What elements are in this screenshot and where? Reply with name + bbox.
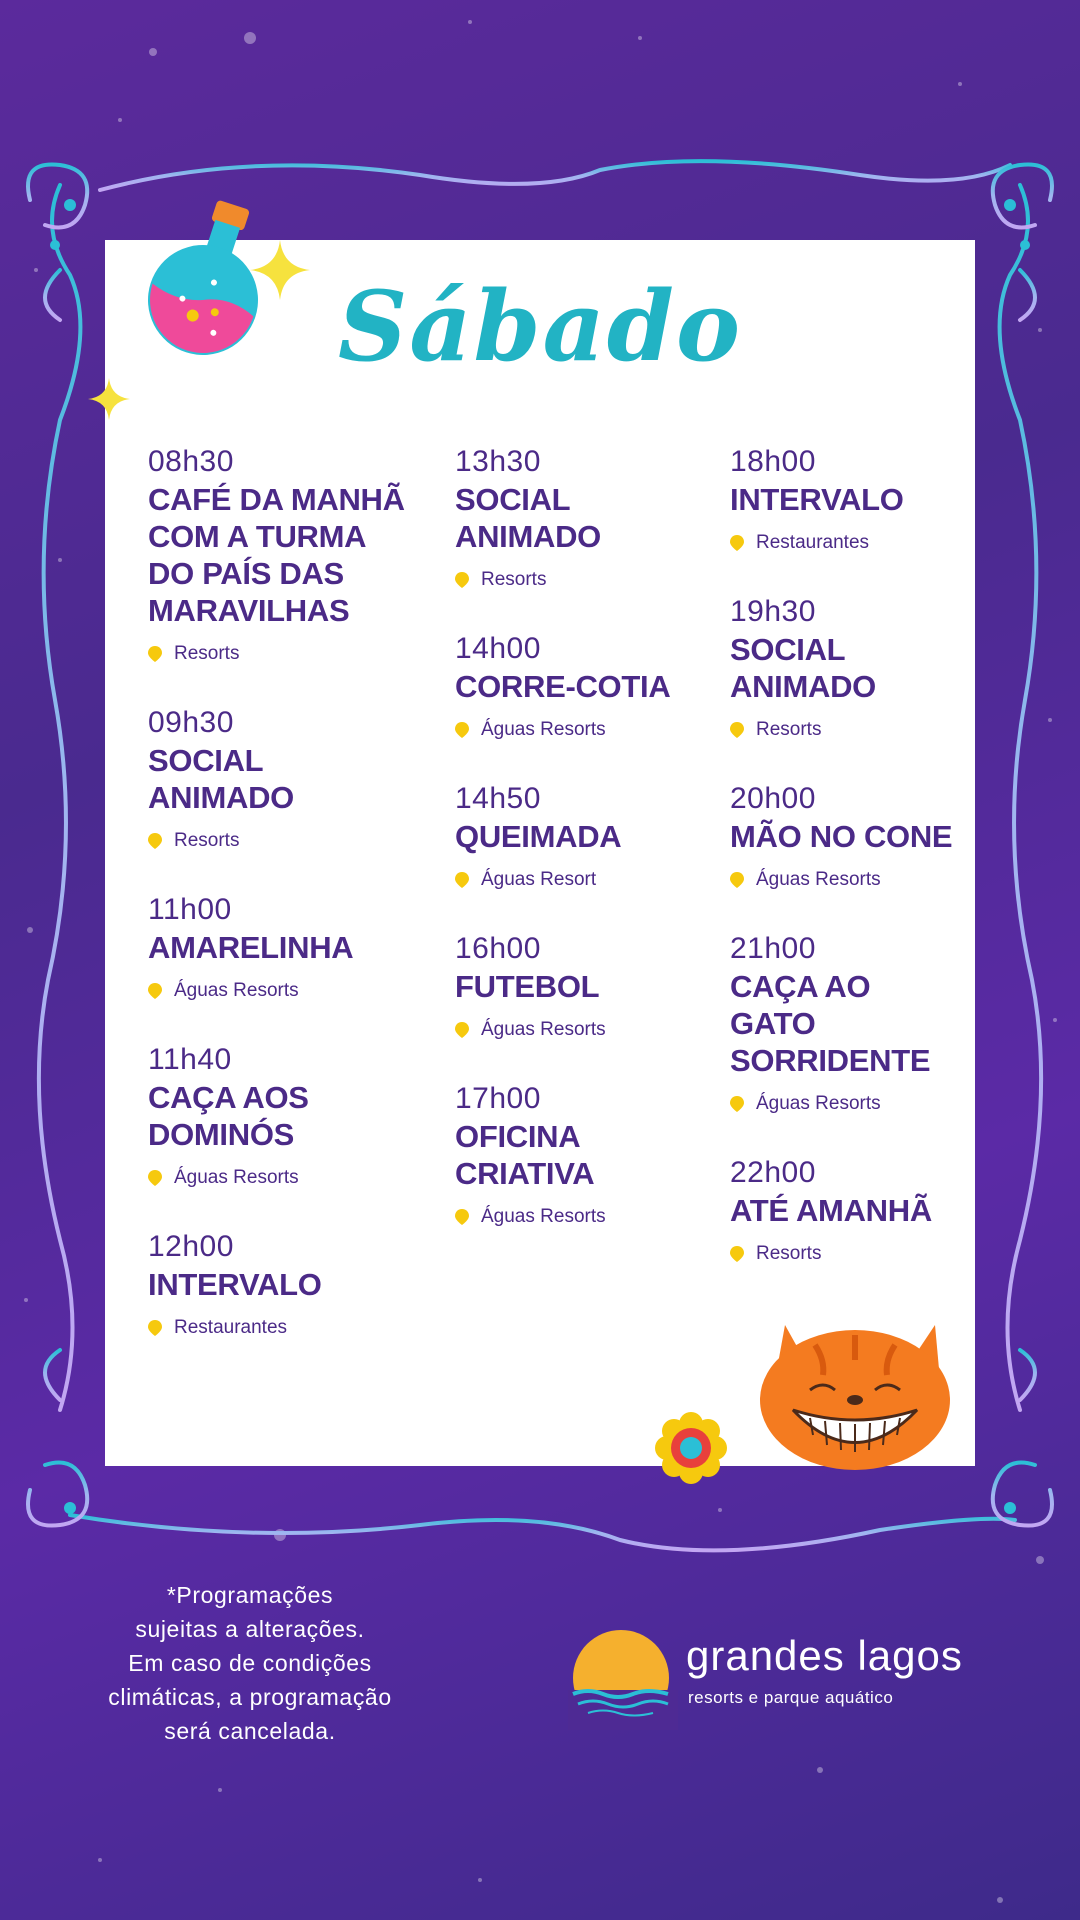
event-name xyxy=(455,1118,695,1192)
event-location-label: Restaurantes xyxy=(174,1317,288,1338)
event-location-label: Restaurantes xyxy=(756,532,870,553)
schedule-event xyxy=(730,782,960,891)
event-time: 12h00 xyxy=(148,1230,234,1263)
event-location xyxy=(730,1243,960,1265)
event-location-label: Resorts xyxy=(481,569,547,590)
event-location-label: Águas Resorts xyxy=(174,980,299,1001)
schedule-event xyxy=(148,1230,418,1339)
schedule-panel xyxy=(105,240,975,1466)
event-location xyxy=(455,1206,695,1228)
event-location xyxy=(148,643,418,665)
event-name-line: SORRIDENTE xyxy=(730,1043,931,1078)
schedule-event xyxy=(730,595,960,741)
event-name-line: SOCIAL xyxy=(455,482,571,517)
event-name-line: OFICINA xyxy=(455,1119,581,1154)
event-name-line: CAÇA AOS xyxy=(148,1080,309,1115)
event-name xyxy=(148,1079,418,1153)
schedule-event xyxy=(455,782,695,891)
event-name-line: INTERVALO xyxy=(148,1267,322,1302)
disclaimer-note xyxy=(70,1578,430,1748)
event-name-line: CAÇA AO GATO xyxy=(730,969,871,1041)
location-pin-icon xyxy=(148,1170,162,1186)
event-name-line: AMARELINHA xyxy=(148,930,354,965)
event-location-label: Águas Resorts xyxy=(174,1167,299,1188)
cheshire-cat-icon xyxy=(755,1300,955,1475)
schedule-event xyxy=(455,632,695,741)
schedule-event xyxy=(148,706,418,852)
event-name xyxy=(730,818,960,855)
event-name xyxy=(730,481,960,518)
event-name-line: QUEIMADA xyxy=(455,819,622,854)
note-line: *Programações xyxy=(166,1582,334,1608)
event-name-line: CAFÉ DA MANHÃ xyxy=(148,482,405,517)
grandes-lagos-logo xyxy=(568,1628,1008,1738)
schedule-column-1 xyxy=(148,445,418,1380)
event-time: 13h30 xyxy=(455,445,541,478)
event-name-line: ANIMADO xyxy=(730,669,876,704)
event-time: 22h00 xyxy=(730,1156,816,1189)
event-location xyxy=(148,1167,418,1189)
event-name xyxy=(148,929,418,966)
sparkle-star-small-icon xyxy=(88,378,130,420)
schedule-column-2 xyxy=(455,445,695,1269)
schedule-column-3 xyxy=(730,445,960,1306)
event-location-label: Resorts xyxy=(756,1243,822,1264)
event-name xyxy=(730,1192,960,1229)
event-time: 11h00 xyxy=(148,893,232,926)
event-location xyxy=(455,869,695,891)
schedule-event xyxy=(148,1043,418,1189)
event-name-line: SOCIAL xyxy=(730,632,846,667)
event-time: 14h50 xyxy=(455,782,541,815)
event-location-label: Águas Resorts xyxy=(756,1093,881,1114)
location-pin-icon xyxy=(730,1096,744,1112)
event-name xyxy=(148,1266,418,1303)
location-pin-icon xyxy=(148,833,162,849)
location-pin-icon xyxy=(455,1209,469,1225)
event-location xyxy=(730,532,960,554)
schedule-event xyxy=(730,932,960,1115)
location-pin-icon xyxy=(455,1022,469,1038)
schedule-event xyxy=(455,1082,695,1228)
event-time: 18h00 xyxy=(730,445,816,478)
event-time: 17h00 xyxy=(455,1082,541,1115)
event-location-label: Águas Resorts xyxy=(756,869,881,890)
event-location-label: Águas Resort xyxy=(481,869,597,890)
note-line: climáticas, a programação xyxy=(108,1684,392,1710)
event-name-line: DO PAÍS DAS xyxy=(148,556,344,591)
event-location xyxy=(455,1019,695,1041)
event-name-line: SOCIAL xyxy=(148,743,264,778)
location-pin-icon xyxy=(148,1320,162,1336)
sun-lake-logo-icon xyxy=(568,1630,678,1730)
potion-flask-icon xyxy=(128,200,328,400)
note-line: Em caso de condições xyxy=(128,1650,372,1676)
event-name-line: MARAVILHAS xyxy=(148,593,350,628)
location-pin-icon xyxy=(455,722,469,738)
event-name xyxy=(455,481,695,555)
event-name-line: DOMINÓS xyxy=(148,1117,295,1152)
event-name xyxy=(455,968,695,1005)
schedule-event xyxy=(455,445,695,591)
event-name-line: INTERVALO xyxy=(730,482,904,517)
event-location xyxy=(148,830,418,852)
event-name xyxy=(730,968,960,1079)
event-name-line: CORRE-COTIA xyxy=(455,669,671,704)
schedule-event xyxy=(730,1156,960,1265)
event-name-line: ATÉ AMANHÃ xyxy=(730,1193,932,1228)
event-name-line: CRIATIVA xyxy=(455,1156,595,1191)
location-pin-icon xyxy=(730,722,744,738)
event-name xyxy=(148,742,418,816)
event-location xyxy=(455,719,695,741)
event-time: 08h30 xyxy=(148,445,234,478)
event-location-label: Águas Resorts xyxy=(481,1206,606,1227)
flower-icon xyxy=(655,1412,727,1484)
schedule-event xyxy=(730,445,960,554)
event-location xyxy=(730,719,960,741)
event-location-label: Resorts xyxy=(756,719,822,740)
event-name xyxy=(455,668,695,705)
location-pin-icon xyxy=(730,1246,744,1262)
event-name-line: ANIMADO xyxy=(455,519,601,554)
event-time: 16h00 xyxy=(455,932,541,965)
event-location xyxy=(148,1317,418,1339)
logo-tagline: resorts e parque aquático xyxy=(688,1688,894,1707)
schedule-event xyxy=(148,445,418,665)
note-line: será cancelada. xyxy=(164,1718,336,1744)
note-line: sujeitas a alterações. xyxy=(135,1616,365,1642)
schedule-event xyxy=(148,893,418,1002)
event-location-label: Resorts xyxy=(174,643,240,664)
event-location xyxy=(730,869,960,891)
event-name-line: ANIMADO xyxy=(148,780,294,815)
event-time: 14h00 xyxy=(455,632,541,665)
event-name-line: COM A TURMA xyxy=(148,519,367,554)
event-name-line: MÃO NO CONE xyxy=(730,819,953,854)
event-time: 21h00 xyxy=(730,932,816,965)
event-name xyxy=(730,631,960,705)
event-name xyxy=(455,818,695,855)
logo-name: grandes lagos xyxy=(686,1632,963,1679)
event-time: 09h30 xyxy=(148,706,234,739)
location-pin-icon xyxy=(148,983,162,999)
location-pin-icon xyxy=(730,872,744,888)
event-name-line: FUTEBOL xyxy=(455,969,600,1004)
location-pin-icon xyxy=(148,646,162,662)
event-time: 19h30 xyxy=(730,595,816,628)
event-location xyxy=(730,1093,960,1115)
event-location-label: Resorts xyxy=(174,830,240,851)
schedule-event xyxy=(455,932,695,1041)
event-location-label: Águas Resorts xyxy=(481,719,606,740)
page-title: Sábado xyxy=(337,270,742,383)
event-location xyxy=(148,980,418,1002)
event-location xyxy=(455,569,695,591)
location-pin-icon xyxy=(730,535,744,551)
sparkle-star-icon xyxy=(250,240,310,300)
event-time: 20h00 xyxy=(730,782,816,815)
event-location-label: Águas Resorts xyxy=(481,1019,606,1040)
event-time: 11h40 xyxy=(148,1043,232,1076)
location-pin-icon xyxy=(455,572,469,588)
event-name xyxy=(148,481,418,629)
location-pin-icon xyxy=(455,872,469,888)
